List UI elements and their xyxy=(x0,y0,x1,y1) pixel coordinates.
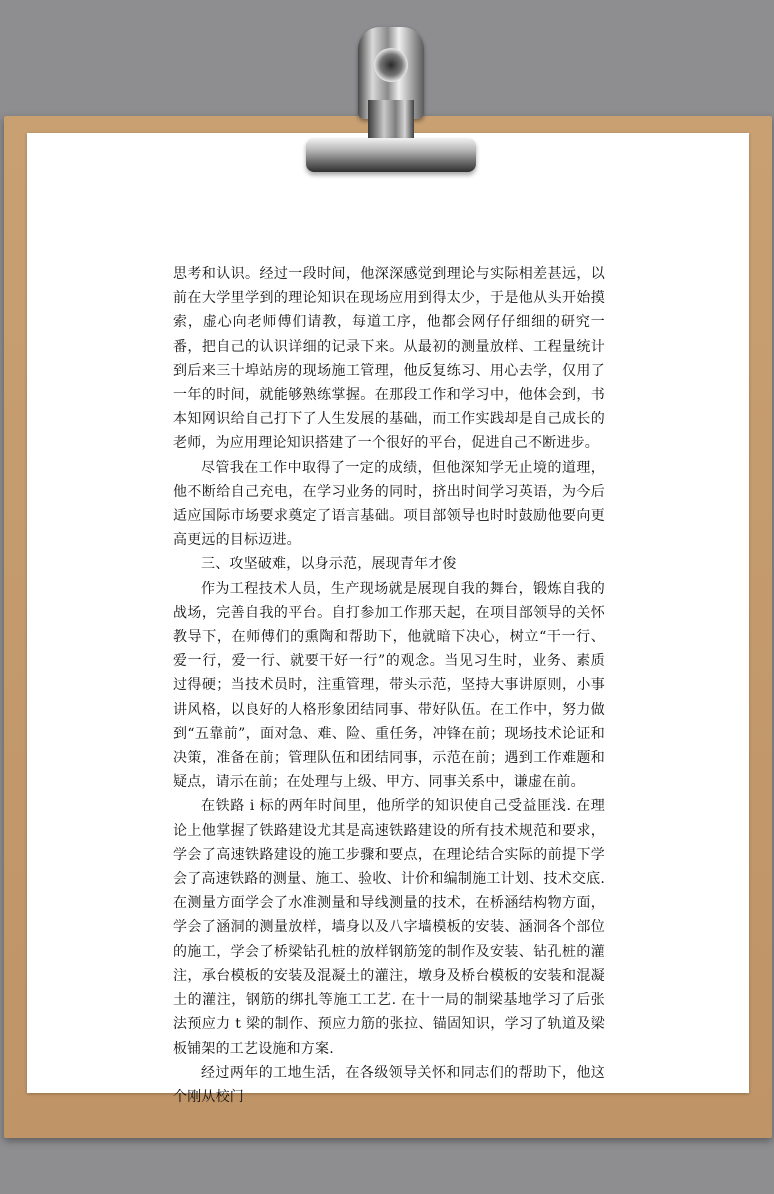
paragraph-2: 尽管我在工作中取得了一定的成绩，但他深知学无止境的道理，他不断给自己充电，在学习业务的同时，挤出时间学习英语，为今后适应国际市场要求奠定了语言基础。项目部领导也时时鼓励他要向更高更远的目标迈进。 xyxy=(173,459,605,549)
clip-hole xyxy=(374,48,408,82)
paragraph-4: 在铁路 i 标的两年时间里，他所学的知识使自己受益匪浅. 在理论上他掌握了铁路建设尤其是高速铁路建设的所有技术规范和要求，学会了高速铁路建设的施工步骤和要点，在理论结合实际的前提下学会了高速铁路的测量、施工、验收、计价和编制施工计划、技术交底. 在测量方面学会了水准测量和导线测量的技术，在桥涵结构物方面，学会了涵洞的测量放样，墙身以及八字墙模板的安装、涵洞各个部位的施工，学会了桥梁钻孔桩的放样钢筋笼的制作及安装、钻孔桩的灌注，承台模板的安装及混凝土的灌注，墩身及桥台模板的安装和混凝土的灌注，钢筋的绑扎等施工工艺. 在十一局的制梁基地学习了后张法预应力 t 梁的制作、预应力筋的张拉、锚固知识，学习了轨道及梁板铺架的工艺设施和方案. xyxy=(173,798,605,1057)
paragraph-5: 经过两年的工地生活，在各级领导关怀和同志们的帮助下，他这个刚从校门 xyxy=(173,1064,605,1105)
document-body xyxy=(173,262,605,1109)
paragraph-3: 作为工程技术人员，生产现场就是展现自我的舞台，锻炼自我的战场，完善自我的平台。自打参加工作那天起，在项目部领导的关怀教导下，在师傅们的熏陶和帮助下，他就暗下决心，树立“干一行、爱一行，爱一行、就要干好一行”的观念。当见习生时，业务、素质过得硬；当技术员时，注重管理，带头示范，坚持大事讲原则，小事讲风格，以良好的人格形象团结同事、带好队伍。在工作中，努力做到“五靠前”，面对急、难、险、重任务，冲锋在前；现场技术论证和决策，准备在前；管理队伍和团结同事，示范在前；遇到工作难题和疑点，请示在前；在处理与上级、甲方、同事关系中，谦虚在前。 xyxy=(173,580,605,791)
paragraph-1: 思考和认识。经过一段时间，他深深感觉到理论与实际相差甚远，以前在大学里学到的理论知识在现场应用到得太少，于是他从头开始摸索，虚心向老师傅们请教，每道工序，他都会网仔仔细细的研究一番，把自己的认识详细的记录下来。从最初的测量放样、工程量统计到后来三十埠站房的现场施工管理，他反复练习、用心去学，仅用了一年的时间，就能够熟练掌握。在那段工作和学习中，他体会到，书本知网识给自己打下了人生发展的基础，而工作实践却是自己成长的老师，为应用理论知识搭建了一个很好的平台，促进自己不断进步。 xyxy=(173,266,605,452)
clip-base xyxy=(306,138,476,172)
clip-neck xyxy=(368,100,414,140)
section-heading: 三、攻坚破难，以身示范，展现青年才俊 xyxy=(201,556,457,573)
